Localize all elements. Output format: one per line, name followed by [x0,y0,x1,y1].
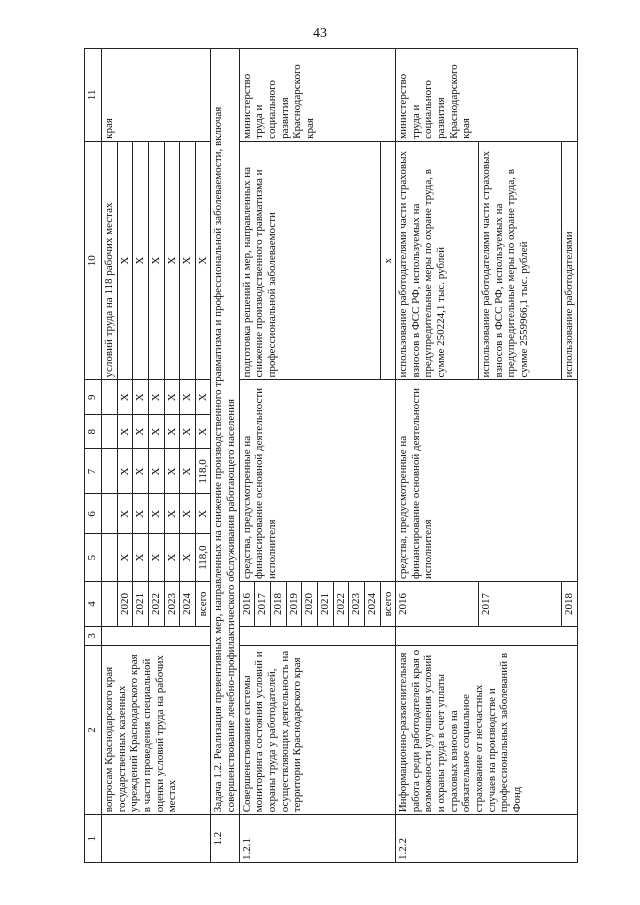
cell-year: 2020 [117,581,133,626]
cell-year: 2024 [364,581,380,626]
cell-v: X [117,534,133,582]
cell-v: X [180,414,196,448]
cell-v: X [148,449,164,494]
cell-year: 2024 [180,581,196,626]
cell-v: X [180,449,196,494]
cell-v: X [117,414,133,448]
cell-v: X [148,494,164,534]
cell-v: X [148,414,164,448]
cell-v: 118,0 [195,534,211,582]
cell-result: использование работодателями [562,141,578,380]
cell-v: X [180,380,196,414]
col-6: 6 [85,494,102,534]
table-row [102,49,118,863]
cell-result: X [195,141,211,380]
cell-year: 2023 [164,581,180,626]
cell-v: X [164,380,180,414]
cell-result: условий труда на 118 рабочих местах [102,141,118,380]
cell-v: X [133,380,149,414]
cell-funding: средства, предусмотренные на финансирование основной деятельности исполнителя [239,380,395,581]
program-table [84,48,578,863]
task-number: 1.2 [211,815,239,863]
cell-year: 2023 [349,581,365,626]
cell-v: X [195,494,211,534]
cell-num: 1.2.2 [396,815,578,863]
cell-v: X [133,534,149,582]
cell-funding: средства, предусмотренные на финансирование основной деятельности исполнителя [396,380,578,581]
cell-year: 2021 [133,581,149,626]
col-4: 4 [85,581,102,626]
task-text: Задача 1.2. Реализация превентивных мер, направленных на снижение производственного травматизма и профессиональной заболеваемости, включая совершенствование лечебно-профилактического обслуживания работающего населения [211,49,239,815]
col-9: 9 [85,380,102,414]
cell-v: X [180,534,196,582]
cell-v: X [180,494,196,534]
cell-year: 2018 [562,581,578,626]
cell-v: X [117,380,133,414]
cell-v: X [117,494,133,534]
cell-result: X [133,141,149,380]
col-1: 1 [85,815,102,863]
table-row [239,49,255,863]
cell-year: 2021 [317,581,333,626]
cell-v: X [195,414,211,448]
cell-year: 2016 [239,581,255,626]
cell-year: всего [380,581,396,626]
col-7: 7 [85,449,102,494]
cell-year: 2018 [271,581,287,626]
cell-v: X [133,494,149,534]
cell-v [102,534,118,582]
cell-result: использование работодателями части страховых взносов в ФСС РФ, используемых на предупредительные меры по охране труда, в сумме 2559966,1 тыс. рублей [479,141,562,380]
col-3: 3 [85,627,102,646]
cell-year: 2017 [255,581,271,626]
cell-v: X [164,414,180,448]
col-5: 5 [85,534,102,582]
cell-year: 2022 [333,581,349,626]
cell-v [102,380,118,414]
cell-year: всего [195,581,211,626]
cell-resp: министерство труда и социального развития Краснодарского края [239,49,395,142]
cell-result: использование работодателями части страховых взносов в ФСС РФ, используемых на предупредительные меры по охране труда, в сумме 250224,1 тыс. рублей [396,141,479,380]
cell-v [102,449,118,494]
cell-name: Информационно-разъяснительная работа среди работодателей края о возможности улучшения условий и охраны труда в счет уплаты страховых взносов на обязательное социальное страхование от несчастных случаев на производстве и профессиональных заболеваний в Фонд [396,645,578,815]
cell-year: 2019 [286,581,302,626]
cell-result: X [148,141,164,380]
cell-result: подготовка решений и мер, направленных на снижение производственного травматизма и профессиональной заболеваемости [239,141,380,380]
col-11: 11 [85,49,102,142]
col-2: 2 [85,645,102,815]
cell-result: X [180,141,196,380]
cell-year: 2020 [302,581,318,626]
cell-v [102,414,118,448]
cell-resp: министерство труда и социального развития Краснодарского края [396,49,578,142]
cell-3 [239,627,395,646]
task-row [211,49,239,863]
cell-v: X [133,449,149,494]
cell-3 [102,627,211,646]
cell-v: 118,0 [195,449,211,494]
cell-v: X [164,494,180,534]
cell-3 [396,627,578,646]
cell-v: X [133,414,149,448]
cell-v: X [148,534,164,582]
cell-result: X [117,141,133,380]
cell-name: Совершенствование системы мониторинга состояния условий и охраны труда у работодателей, осуществляющих деятельность на территории Краснодарского края [239,645,395,815]
rotated-table-container [84,48,576,863]
cell-result: х [380,141,396,380]
page-number: 43 [313,26,327,41]
cell-name: вопросам Краснодарского края государственных казенных учреждений Краснодарского края в части проведения специальной оценки условий труда на рабочих местах [102,645,211,815]
cell-num: 1.2.1 [239,815,395,863]
cell-v: X [148,380,164,414]
cell-year: 2017 [479,581,562,626]
cell-v: X [195,380,211,414]
col-8: 8 [85,414,102,448]
cell-v [102,494,118,534]
rotated-page [84,48,576,863]
cell-year: 2016 [396,581,479,626]
cell-year [102,581,118,626]
cell-resp: края [102,49,211,142]
column-header-row [85,49,102,863]
table-row [396,49,479,863]
cell-result: X [164,141,180,380]
cell-year: 2022 [148,581,164,626]
cell-v: X [117,449,133,494]
cell-v: X [164,534,180,582]
cell-v: X [164,449,180,494]
cell-num [102,815,211,863]
col-10: 10 [85,141,102,380]
